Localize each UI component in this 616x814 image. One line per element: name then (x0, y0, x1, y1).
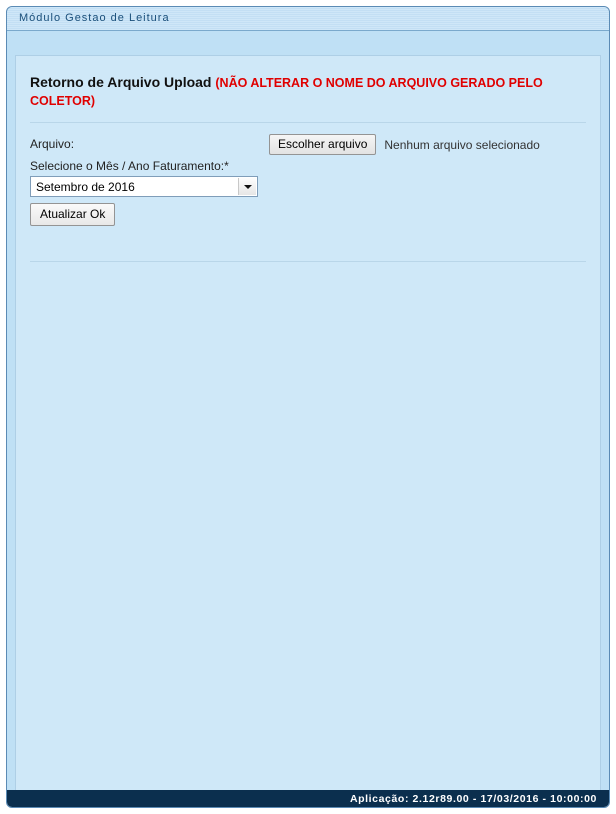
period-label-row (30, 159, 229, 173)
content-area (7, 32, 609, 807)
title-bar (7, 7, 609, 31)
file-upload-row (30, 134, 590, 154)
divider-top (30, 122, 586, 123)
page-title-warning: (NÃO ALTERAR O NOME DO ARQUIVO GERADO PELO COLETOR) (30, 76, 543, 108)
status-bar-text: Aplicação: 2.12r89.00 - 17/03/2016 - 10:00:00 (349, 792, 597, 805)
file-status-text: Nenhum arquivo selecionado (384, 137, 540, 152)
period-select-value: Setembro de 2016 (36, 180, 135, 194)
application-window (6, 6, 610, 808)
period-select[interactable] (30, 176, 258, 197)
required-marker: * (224, 159, 229, 173)
divider-bottom (30, 261, 586, 262)
period-select-row (30, 176, 258, 197)
window-title: Módulo Gestao de Leitura (19, 12, 170, 24)
file-input[interactable] (269, 134, 540, 155)
update-ok-button[interactable]: Atualizar Ok (30, 203, 115, 226)
file-label: Arquivo: (30, 137, 75, 151)
period-label: Selecione o Mês / Ano Faturamento: (30, 159, 225, 173)
page-title-text: Retorno de Arquivo Upload (30, 74, 216, 90)
chevron-down-glyph (244, 185, 252, 189)
choose-file-button[interactable]: Escolher arquivo (269, 134, 376, 155)
page-title (30, 74, 590, 110)
submit-row (30, 203, 115, 226)
form-panel (15, 55, 601, 795)
status-bar (7, 790, 609, 807)
chevron-down-icon[interactable] (238, 178, 256, 195)
